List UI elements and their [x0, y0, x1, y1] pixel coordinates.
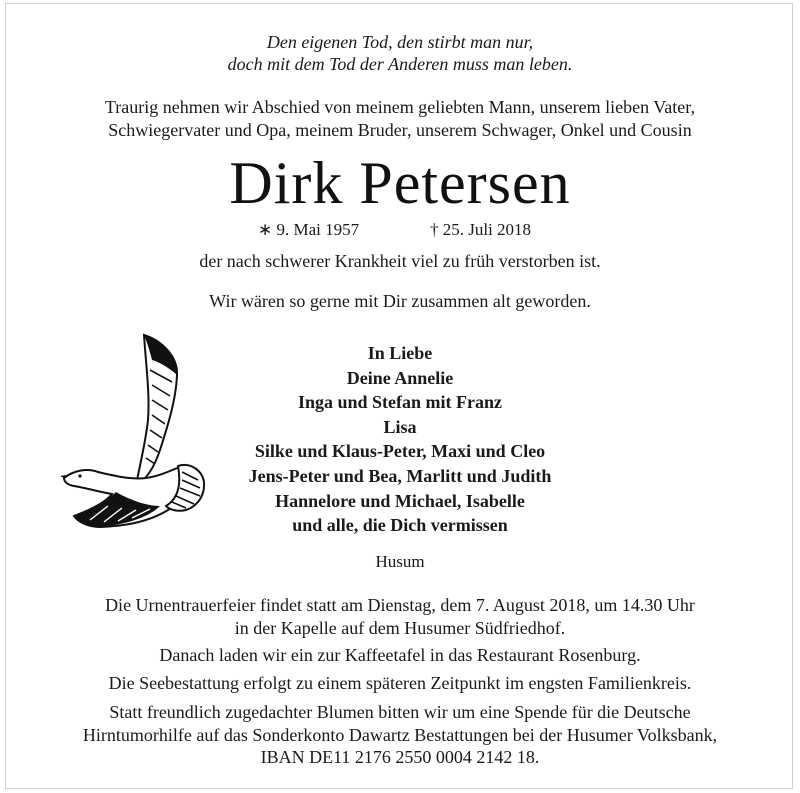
- donation-line: Statt freundlich zugedachter Blumen bitten wir um eine Spende für die Deutsche: [109, 702, 691, 722]
- deceased-name: Dirk Petersen: [229, 150, 571, 216]
- place: Husum: [375, 552, 425, 571]
- death-date: † 25. Juli 2018: [430, 220, 532, 239]
- family-line: In Liebe: [367, 343, 433, 363]
- quote-line: Den eigenen Tod, den stirbt man nur,: [266, 32, 534, 52]
- family-list: [220, 341, 580, 538]
- illness-text: der nach schwerer Krankheit viel zu früh verstorben ist.: [199, 251, 601, 271]
- intro-line: Schwiegervater und Opa, meinem Bruder, unserem Schwager, Onkel und Cousin: [108, 120, 692, 140]
- family-line: Deine Annelie: [346, 367, 454, 388]
- intro-text: [0, 96, 800, 142]
- family-line: Hannelore und Michael, Isabelle: [275, 490, 525, 511]
- family-line: Silke und Klaus-Peter, Maxi und Cleo: [254, 441, 546, 462]
- family-line: Jens-Peter und Bea, Marlitt und Judith: [248, 465, 552, 486]
- burial-info: Die Seebestattung erfolgt zu einem späteren Zeitpunkt im engsten Familienkreis.: [108, 673, 692, 693]
- ceremony-info: [0, 594, 800, 639]
- birth-date: ∗ 9. Mai 1957: [258, 220, 360, 239]
- donation-line: IBAN DE11 2176 2550 0004 2142 18.: [260, 747, 540, 767]
- donation-info: [0, 701, 800, 769]
- intro-line: Traurig nehmen wir Abschied von meinem geliebten Mann, unserem lieben Vater,: [104, 97, 696, 117]
- quote-line: doch mit dem Tod der Anderen muss man leben.: [227, 54, 573, 74]
- ceremony-line: Die Urnentrauerfeier findet statt am Dienstag, dem 7. August 2018, um 14.30 Uhr: [105, 595, 695, 615]
- coffee-info: Danach laden wir ein zur Kaffeetafel in das Restaurant Rosenburg.: [159, 645, 641, 665]
- seagull-icon: [60, 330, 205, 530]
- donation-line: Hirntumorhilfe auf das Sonderkonto Dawartz Bestattungen bei der Husumer Volksbank,: [82, 724, 718, 745]
- family-line: und alle, die Dich vermissen: [292, 515, 508, 536]
- family-line: Inga und Stefan mit Franz: [297, 392, 503, 413]
- wish-text: Wir wären so gerne mit Dir zusammen alt geworden.: [209, 291, 591, 311]
- ceremony-line: in der Kapelle auf dem Husumer Südfriedhof.: [234, 617, 566, 638]
- quote: [0, 31, 800, 75]
- family-line: Lisa: [383, 416, 417, 437]
